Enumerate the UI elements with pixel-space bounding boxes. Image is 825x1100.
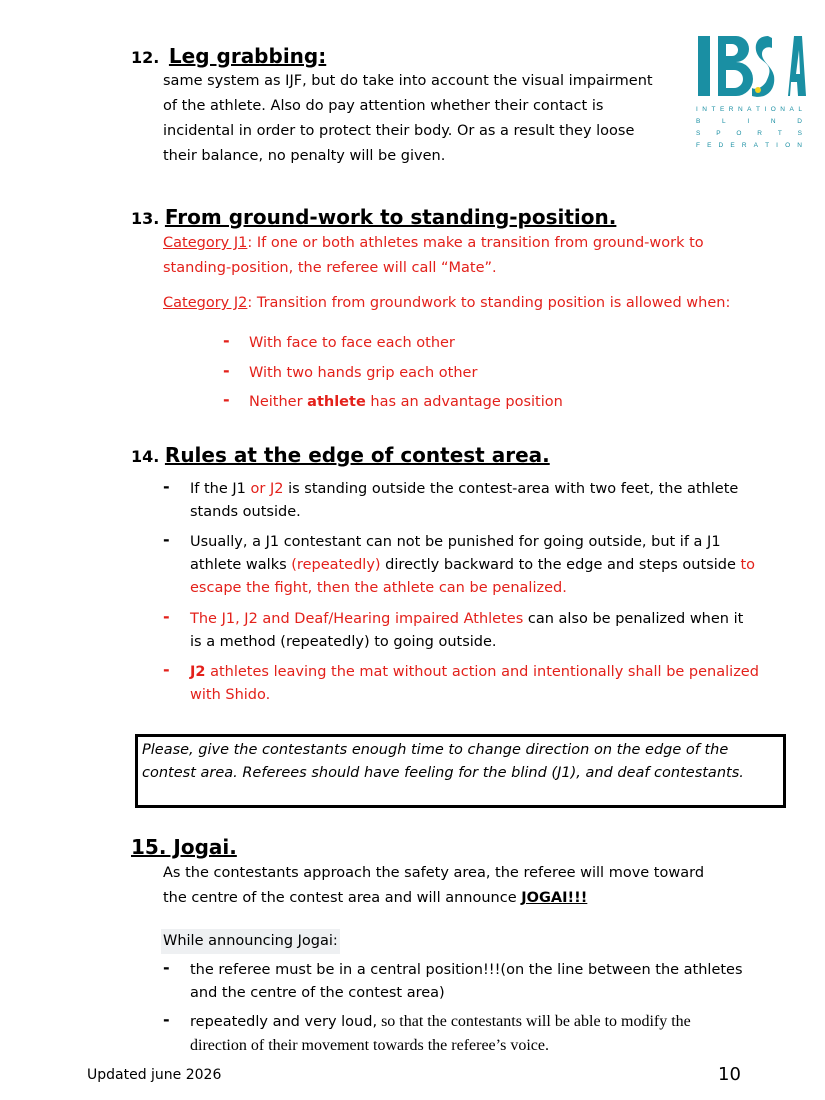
section-title: Leg grabbing: [168,44,327,68]
list-item: Usually, a J1 contestant can not be punished for going outside, but if a J1 athlete walks (repeatedly) directly backward to the edge and steps outside to escape the fight, then the athlete can be penalized. [190,534,756,596]
text-line: incidental in order to protect their body. Or as a result they loose [163,123,635,139]
list-item: Neither athlete has an advantage position [249,394,563,410]
section-14-heading [131,443,550,467]
page-number: 10 [718,1064,741,1085]
section-12-heading [131,44,326,68]
section-15-body: As the contestants approach the safety area, the referee will move toward the centre of the contest area and will announce JOGAI!!! [163,865,705,906]
section-number: 13. [131,209,160,228]
list-item: repeatedly and very loud, so that the contestants will be able to modify the direction of their movement towards the referee’s voice. [190,1013,691,1054]
logo-row-1: I N T E R N A T I O N A L [696,106,802,113]
footer-updated: Updated june 2026 [87,1067,222,1083]
while-announcing-label: While announcing Jogai: [161,929,340,954]
section-15-heading [131,835,237,859]
logo-row-3: S P O R T S [696,130,802,137]
bullet-dash: - [163,1010,170,1029]
text-line: of the athlete. Also do pay attention whether their contact is [163,98,604,114]
section-12-body [163,69,683,169]
logo-row-4: F E D E R A T I O N [696,142,802,149]
section-number: 14. [131,447,160,466]
note-line: Please, give the contestants enough time to change direction on the edge of the [142,742,729,758]
list-item: the referee must be in a central position!!!(on the line between the athletes and the centre of the contest area) [190,962,743,1001]
list-item: J2 athletes leaving the mat without action and intentionally shall be penalized with Shido. [190,664,759,703]
note-line: contest area. Referees should have feeling for the blind (J1), and deaf contestants. [142,765,744,781]
section-title: From ground-work to standing-position. [164,205,617,229]
ibsa-logo [696,30,806,152]
section-title: 15. Jogai. [131,835,237,859]
bullet-dash: - [223,361,230,380]
bullet-dash: - [223,390,230,409]
referee-note-box [135,734,786,808]
bullet-dash: - [163,607,170,626]
list-item: With face to face each other [249,335,455,351]
list-item: With two hands grip each other [249,365,478,381]
text-line: same system as IJF, but do take into account the visual impairment [163,73,653,89]
bullet-dash: - [163,530,170,549]
category-j1-label: Category J1 [163,235,248,251]
category-j2-label: Category J2 [163,295,248,311]
ibsa-logo-mark [696,30,806,100]
section-title: Rules at the edge of contest area. [164,443,550,467]
list-item: The J1, J2 and Deaf/Hearing impaired Athletes can also be penalized when it is a method (repeatedly) to going outside. [190,611,744,650]
section-number: 12. [131,48,160,67]
section-13-heading [131,205,616,229]
category-j1-text: Category J1: If one or both athletes make a transition from ground-work to standing-position, the referee will call “Mate”. [163,235,704,276]
logo-row-2: B L I N D [696,118,802,125]
bullet-dash: - [223,331,230,350]
bullet-dash: - [163,477,170,496]
category-j2-text: Category J2: Transition from groundwork to standing position is allowed when: [163,295,731,311]
bullet-dash: - [163,660,170,679]
list-item: If the J1 or J2 is standing outside the contest-area with two feet, the athlete stands outside. [190,481,739,520]
jogai-announcement: JOGAI!!! [521,890,588,906]
bullet-dash: - [163,958,170,977]
text-line: their balance, no penalty will be given. [163,148,446,164]
